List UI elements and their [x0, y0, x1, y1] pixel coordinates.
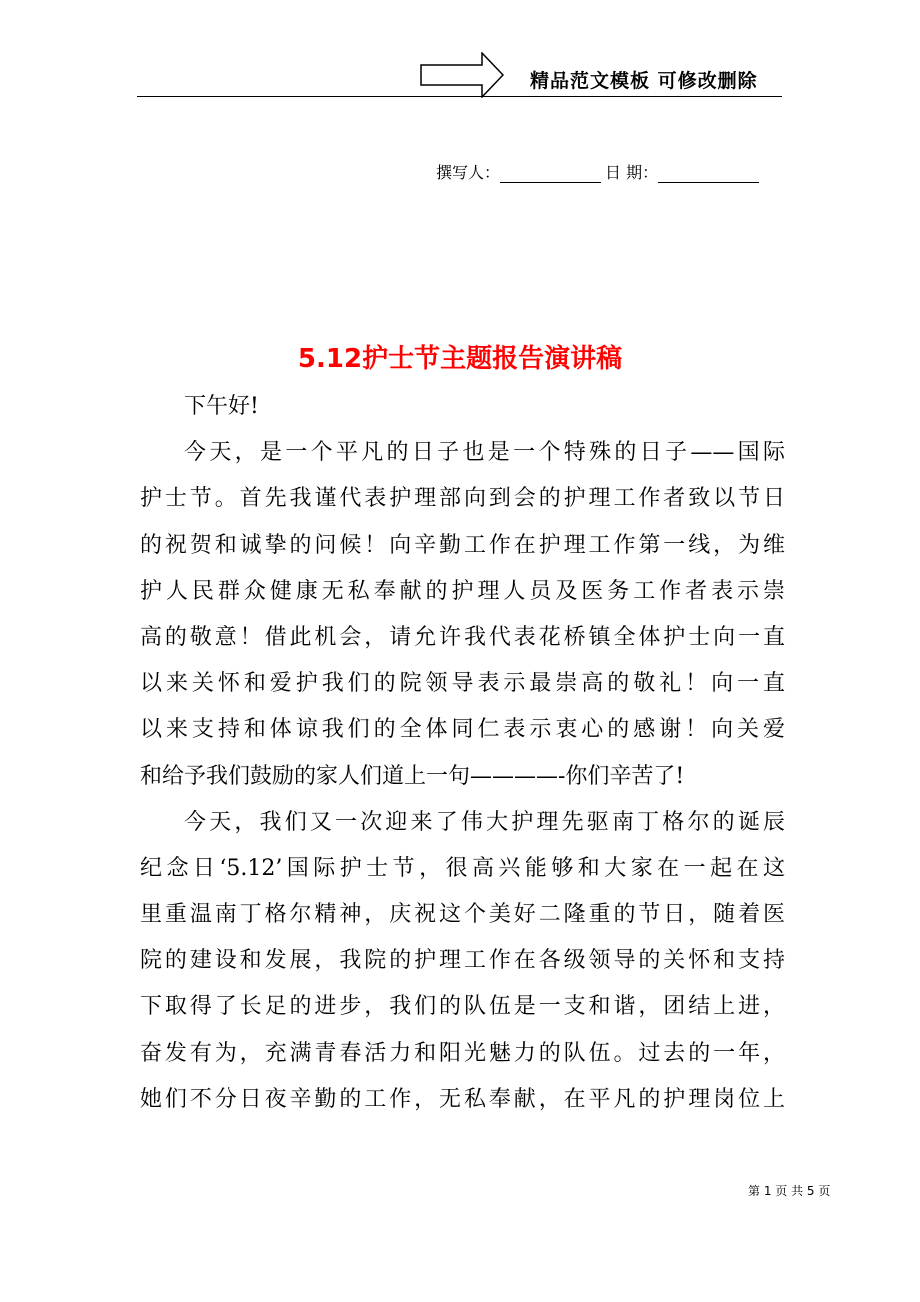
page-number: 第 1 页 共 5 页	[748, 1184, 831, 1198]
body-line: 纪念日‘5.12’国际护士节，很高兴能够和大家在一起在这	[140, 855, 785, 881]
body-line: 以来支持和体谅我们的全体同仁表示衷心的感谢！向关爱	[140, 717, 785, 743]
body-line: 奋发有为，充满青春活力和阳光魅力的队伍。过去的一年，	[140, 1040, 785, 1066]
body-line: 下取得了长足的进步，我们的队伍是一支和谐，团结上进，	[140, 994, 785, 1020]
body-line: 护士节。首先我谨代表护理部向到会的护理工作者致以节日	[140, 486, 785, 512]
body-line: 高的敬意！借此机会，请允许我代表花桥镇全体护士向一直	[140, 624, 785, 650]
date-label: 日 期：	[605, 163, 659, 182]
body-line: 的祝贺和诚挚的问候！向辛勤工作在护理工作第一线，为维	[140, 532, 785, 558]
header-rule	[137, 96, 782, 97]
body-line: 下午好!	[184, 394, 259, 419]
body-line: 今天，我们又一次迎来了伟大护理先驱南丁格尔的诞辰	[184, 809, 785, 835]
sign-row	[436, 160, 763, 183]
document-title: 5.12护士节主题报告演讲稿	[297, 344, 623, 374]
right-arrow-outline-icon	[420, 52, 504, 98]
body-line: 她们不分日夜辛勤的工作，无私奉献，在平凡的护理岗位上	[140, 1086, 785, 1112]
body-line: 今天，是一个平凡的日子也是一个特殊的日子——国际	[184, 440, 785, 466]
body-line: 护人民群众健康无私奉献的护理人员及医务工作者表示崇	[140, 578, 785, 604]
date-field[interactable]	[658, 162, 759, 183]
header-banner-text: 精品范文模板 可修改删除	[530, 70, 758, 92]
body-line: 以来关怀和爱护我们的院领导表示最崇高的敬礼！向一直	[140, 671, 785, 697]
body-line: 里重温南丁格尔精神，庆祝这个美好二隆重的节日，随着医	[140, 902, 785, 928]
body-line: 院的建设和发展，我院的护理工作在各级领导的关怀和支持	[140, 948, 785, 974]
author-label: 撰写人：	[436, 163, 501, 182]
body-line: 和给予我们鼓励的家人们道上一句————-你们辛苦了!	[140, 763, 685, 789]
author-field[interactable]	[500, 162, 601, 183]
document-body	[140, 384, 785, 1123]
